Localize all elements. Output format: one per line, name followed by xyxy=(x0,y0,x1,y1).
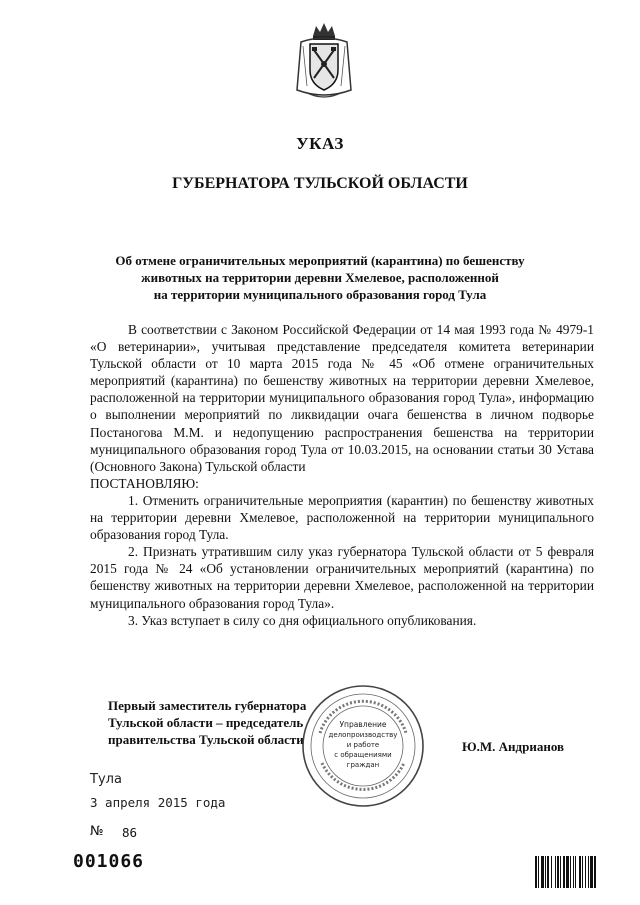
decree-item-1: 1. Отменить ограничительные мероприятия (карантин) по бешенству животных на территории деревни Хмелевое, расположенной на территории муниципального образования город Тула. xyxy=(90,492,594,543)
decree-word: ПОСТАНОВЛЯЮ: xyxy=(90,475,199,491)
stamp-text: с обращениями xyxy=(334,751,392,759)
preamble-paragraph: В соответствии с Законом Российской Федерации от 14 мая 1993 года № 4979-1 «О ветеринарии», учитывая представление председателя комитета ветеринарии Тульской области от 10 марта 2015 года № 45 «Об отмене ограничительных мероприятий (карантина) по бешенству животных на территории деревни Хмелевое, расположенной на территории муниципального образования город Тула», информацию о выполнении мероприятий по ликвидации очага бешенства в личном подворье Постаногова М.М. и недопущению распространения бешенства на территории муниципального образования город Тула от 10.03.2015, на основании статьи 30 Устава (Основного Закона) Тульской области xyxy=(90,322,594,474)
official-stamp-icon xyxy=(300,683,426,809)
barcode-icon xyxy=(535,856,623,888)
subject-line: на территории муниципального образования город Тула xyxy=(153,287,487,302)
subject-line: Об отмене ограничительных мероприятий (карантина) по бешенству xyxy=(115,253,525,268)
decree-item-2: 2. Признать утратившим силу указ губернатора Тульской области от 5 февраля 2015 года № 24 «Об установлении ограничительных мероприятий (карантина) по бешенству животных на территории деревни Хмелевое, расположенной на территории муниципального образования город Тула». xyxy=(90,544,594,611)
stamp-text: делопроизводству xyxy=(328,731,398,739)
decree-body xyxy=(90,321,594,629)
signatory-name: Ю.М. Андрианов xyxy=(462,739,565,754)
issue-date: 3 апреля 2015 года xyxy=(90,795,226,810)
tula-coat-of-arms-icon xyxy=(293,20,355,102)
form-serial-number: 001066 xyxy=(73,851,145,872)
stamp-text: граждан xyxy=(346,761,380,769)
decree-item-3: 3. Указ вступает в силу со дня официального опубликования. xyxy=(128,612,477,628)
position-line: правительства Тульской области xyxy=(108,732,304,747)
document-title: УКАЗ xyxy=(296,134,344,153)
position-line: Первый заместитель губернатора xyxy=(108,698,307,713)
stamp-text: и работе xyxy=(346,741,380,749)
document-issuer: ГУБЕРНАТОРА ТУЛЬСКОЙ ОБЛАСТИ xyxy=(172,175,468,192)
stamp-text: Управление xyxy=(339,720,387,729)
decree-subject xyxy=(90,252,550,303)
issue-place: Тула xyxy=(90,772,122,787)
number-label: № xyxy=(90,824,104,839)
position-line: Тульской области – председатель xyxy=(108,715,304,730)
subject-line: животных на территории деревни Хмелевое, расположенной xyxy=(141,270,499,285)
decree-number: 86 xyxy=(122,825,138,840)
